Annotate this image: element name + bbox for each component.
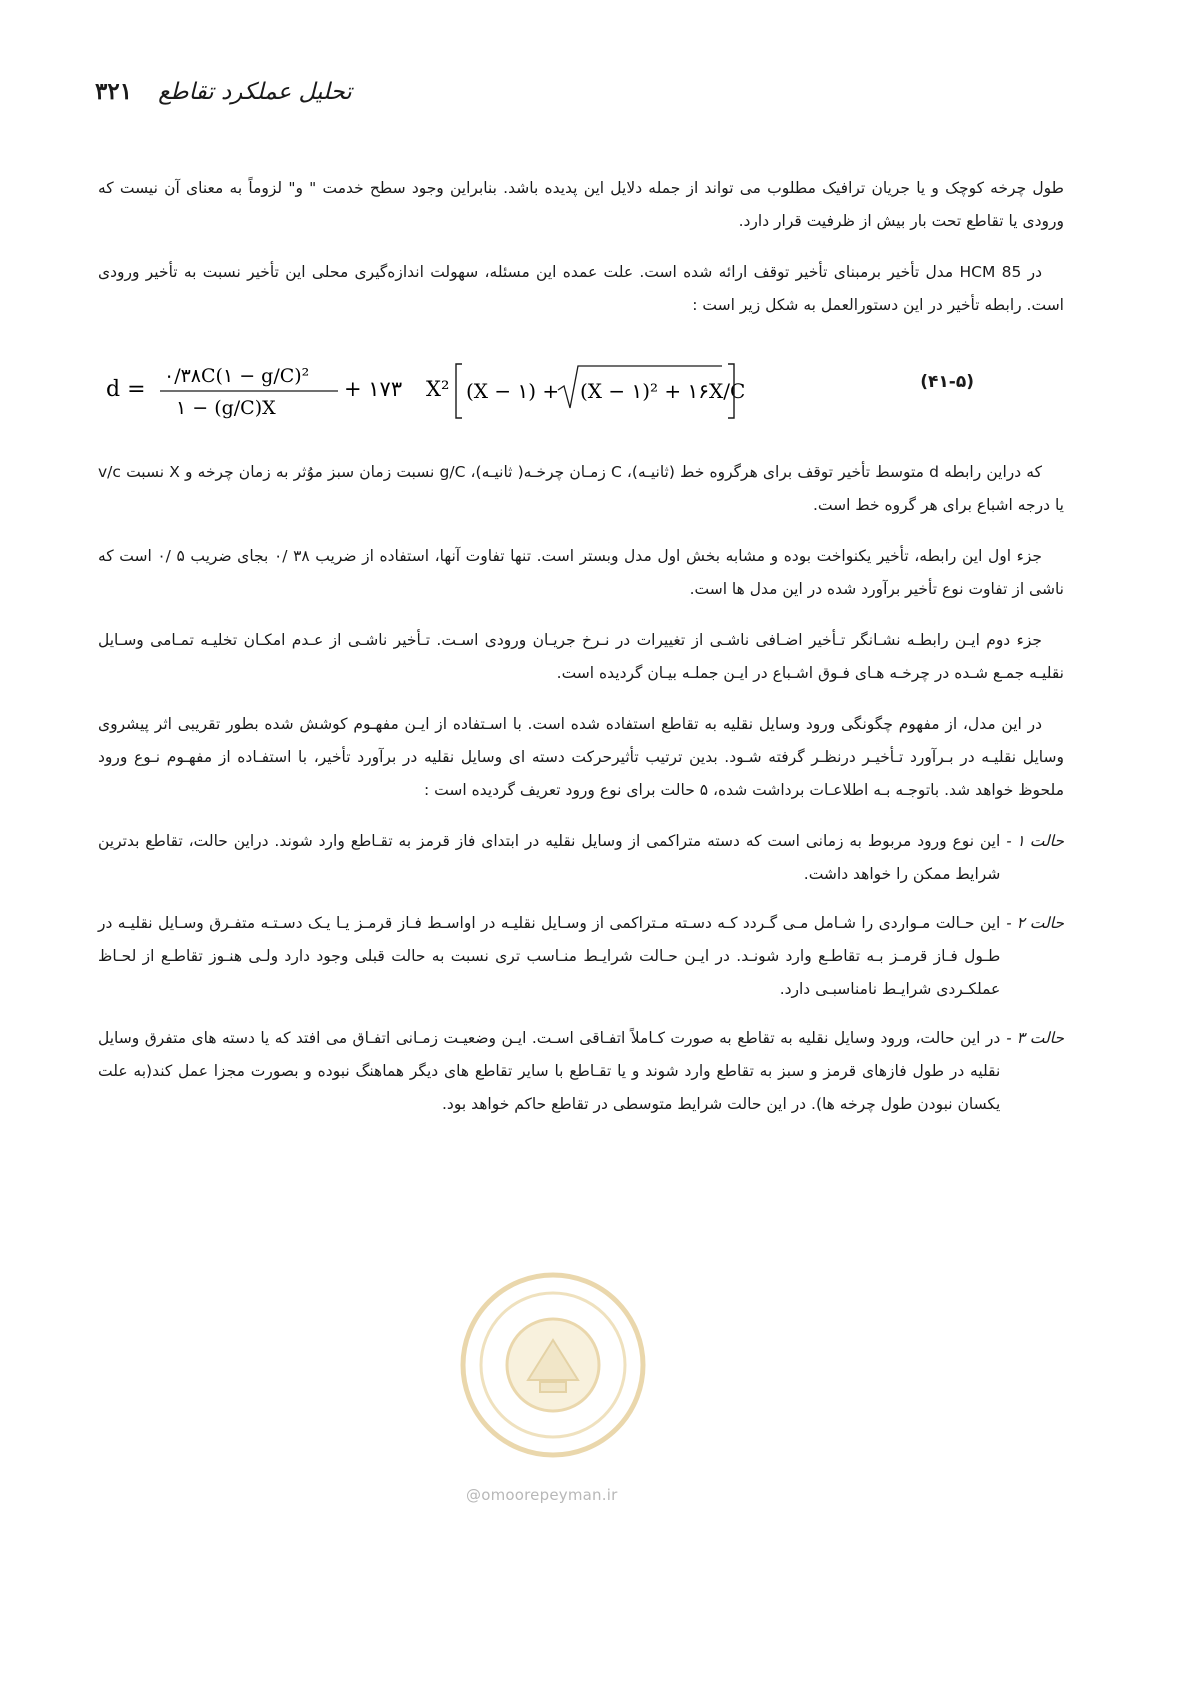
equation-number: (۴۱-۵) <box>920 372 974 392</box>
svg-text:+ ۱۷۳: + ۱۷۳ <box>344 377 403 401</box>
paragraph-5: جزء دوم ایـن رابطـه نشـانگر تـأخیر اضـافی ناشـی از تغییرات در نـرخ جریـان ورودی اسـت. تـأخیر ناشـی از عـدم امکـان تخلیـه تمـامی وسـایل نقلیـه جمـع شـده در چرخـه هـای فـوق اشـباع در ایـن جملـه بیـان گردیده است. <box>98 631 1064 682</box>
svg-text:(X − ۱) +: (X − ۱) + <box>466 379 560 403</box>
svg-text:d =: d = <box>106 377 146 402</box>
running-title: تحلیل عملکرد تقاطع <box>158 79 352 105</box>
case-2-label: حالت ۲ - <box>1006 914 1064 932</box>
case-3 <box>98 1022 1064 1121</box>
paragraph-4: جزء اول این رابطه، تأخیر یکنواخت بوده و مشابه بخش اول مدل وبستر است. تنها تفاوت آنها، استفاده از ضریب ۳۸ /۰ بجای ضریب ۵ /۰ است که ناشی از تفاوت نوع تأخیر برآورد شده در این مدل ها است. <box>98 547 1064 598</box>
paragraph-2: در HCM 85 مدل تأخیر برمبنای تأخیر توقف ارائه شده است. علت عمده این مسئله، سهولت اندازه‌گیری محلی این تأخیر نسبت به تأخیر ورودی است. رابطه تأخیر در این دستورالعمل به شکل زیر است : <box>98 263 1064 314</box>
paragraph-3: که دراین رابطه d متوسط تأخیر توقف برای هرگروه خط (ثانیـه)، C زمـان چرخـه( ثانیـه)، g/C نسبت زمان سبز موُثر به زمان چرخه و X نسبت v/c یا درجه اشباع برای هر گروه خط است. <box>98 463 1064 514</box>
case-1-label: حالت ۱ - <box>1006 832 1064 850</box>
watermark-stamp-icon <box>458 1270 648 1460</box>
svg-text:X²: X² <box>426 377 450 401</box>
case-3-text: در این حالت، ورود وسایل نقلیه به تقاطع به صورت کـاملاً اتفـاقی اسـت. ایـن وضعیـت زمـانی اتفـاق می افتد که یا دسته های متفرق وسایل نقلیه در طول فازهای قرمز و سبز به تقاطع وارد شوند و یا تقـاطع با سایر تقاطع های دیگر هماهنگ نبوده و بصورت مجزا عمل کند(به علت یکسان نبودن طول چرخه ها). در این حالت شرایط متوسطی در تقاطع حاکم خواهد بود. <box>98 1029 1001 1113</box>
page-number: ۳۲۱ <box>95 78 133 105</box>
delay-formula <box>106 352 746 430</box>
svg-text:۱ − (g/C)X: ۱ − (g/C)X <box>176 397 276 419</box>
page-header <box>95 78 352 105</box>
case-1-text: این نوع ورود مربوط به زمانی است که دسته متراکمی از وسایل نقلیه در ابتدای فاز قرمز به تقـاطع وارد شوند. دراین حالت، تقاطع بدترین شرایط ممکن را خواهد داشت. <box>98 832 1001 883</box>
paragraph-1: طول چرخه کوچک و یا جریان ترافیک مطلوب می تواند از جمله دلایل این پدیده باشد. بنابراین وجود سطح خدمت " و" لزوماً به معنای آن نیست که ورودی یا تقاطع تحت بار بیش از ظرفیت قرار دارد. <box>98 179 1064 230</box>
case-1 <box>98 825 1064 891</box>
case-2 <box>98 907 1064 1006</box>
svg-text:۰/۳۸C(۱ − g/C)²: ۰/۳۸C(۱ − g/C)² <box>164 365 310 387</box>
watermark-url: @omoorepeyman.ir <box>466 1486 618 1504</box>
paragraph-6: در این مدل، از مفهوم چگونگی ورود وسایل نقلیه به تقاطع استفاده شده است. با اسـتفاده از ایـن مفهـوم کوشش شده بطور تقریبی اثر پیشروی وسایل نقلیـه در بـرآورد تـأخیـر درنظـر گرفته شـود. بدین ترتیب تأثیرحرکت دسته ای وسایل نقلیه در برآورد تأخیر، با استفـاده از مفهـوم نـوع ورود ملحوظ خواهد شد. باتوجـه بـه اطلاعـات برداشت شده، ۵ حالت برای نوع ورود تعریف گردیده است : <box>98 715 1064 799</box>
case-3-label: حالت ۳ - <box>1006 1029 1064 1047</box>
svg-text:(X − ۱)² + ۱۶X/C: (X − ۱)² + ۱۶X/C <box>580 379 746 403</box>
page-body <box>98 172 1064 1137</box>
case-2-text: این حـالت مـواردی را شـامل مـی گـردد کـه دسـته مـتراکمی از وسـایل نقلیـه در اواسـط فـاز قرمـز یـا یـک دسـتـه متفـرق وسـایل نقلیـه در طـول فـاز قرمـز بـه تقاطـع وارد شونـد. در ایـن حـالت شرایـط منـاسب تری نسبت به حالت قبلی وجود دارد ولـی هنـوز تقاطـع از لحـاظ عملکـردی شرایـط نامناسبـی دارد. <box>98 914 1001 998</box>
formula-block <box>98 340 1064 430</box>
